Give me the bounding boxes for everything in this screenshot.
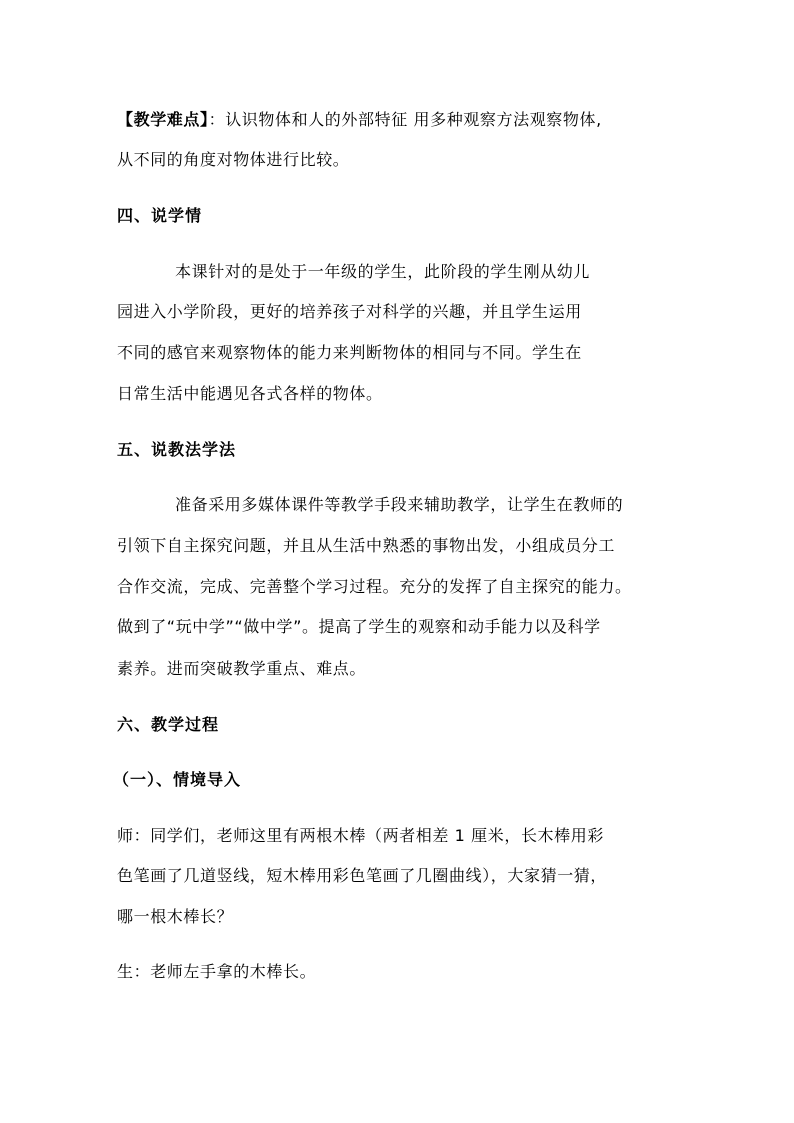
section-5-paragraph-line: 引领下自主探究问题，并且从生活中熟悉的事物出发，小组成员分工 xyxy=(117,536,616,555)
student-line: 生：老师左手拿的木棒长。 xyxy=(117,962,317,981)
teacher-line: 师：同学们，老师这里有两根木棒（两者相差 1 厘米，长木棒用彩 xyxy=(117,826,604,845)
teacher-line: 哪一根木棒长？ xyxy=(117,907,234,926)
section-6-heading: 六、教学过程 xyxy=(117,715,220,734)
difficulty-line-1 xyxy=(117,110,602,130)
section-5-paragraph-line: 做到了“玩中学”“做中学”。提高了学生的观察和动手能力以及科学 xyxy=(117,617,601,636)
section-5-heading: 五、说教法学法 xyxy=(117,440,237,459)
section-5-paragraph-line: 准备采用多媒体课件等教学手段来辅助教学，让学生在教师的 xyxy=(175,495,624,514)
section-5-paragraph-line: 合作交流，完成、完善整个学习过程。充分的发挥了自主探究的能力。 xyxy=(117,577,632,596)
teacher-line: 色笔画了几道竖线，短木棒用彩色笔画了几圈曲线），大家猜一猜， xyxy=(117,866,608,885)
difficulty-text-1: ：认识物体和人的外部特征 用多种观察方法观察物体, xyxy=(208,110,602,129)
section-5-paragraph-line: 素养。进而突破教学重点、难点。 xyxy=(117,659,367,678)
section-4-paragraph-line: 本课针对的是处于一年级的学生，此阶段的学生刚从幼儿 xyxy=(175,262,591,281)
section-4-paragraph-line: 日常生活中能遇见各式各样的物体。 xyxy=(117,384,383,403)
section-4-paragraph-line: 园进入小学阶段，更好的培养孩子对科学的兴趣，并且学生运用 xyxy=(117,302,582,321)
section-4-paragraph-line: 不同的感官来观察物体的能力来判断物体的相同与不同。学生在 xyxy=(117,343,582,362)
section-6-subheading: （一）、情境导入 xyxy=(113,770,242,789)
difficulty-label: 【教学难点】 xyxy=(117,110,209,129)
difficulty-line-2: 从不同的角度对物体进行比较。 xyxy=(117,150,350,169)
section-4-heading: 四、说学情 xyxy=(117,206,203,225)
